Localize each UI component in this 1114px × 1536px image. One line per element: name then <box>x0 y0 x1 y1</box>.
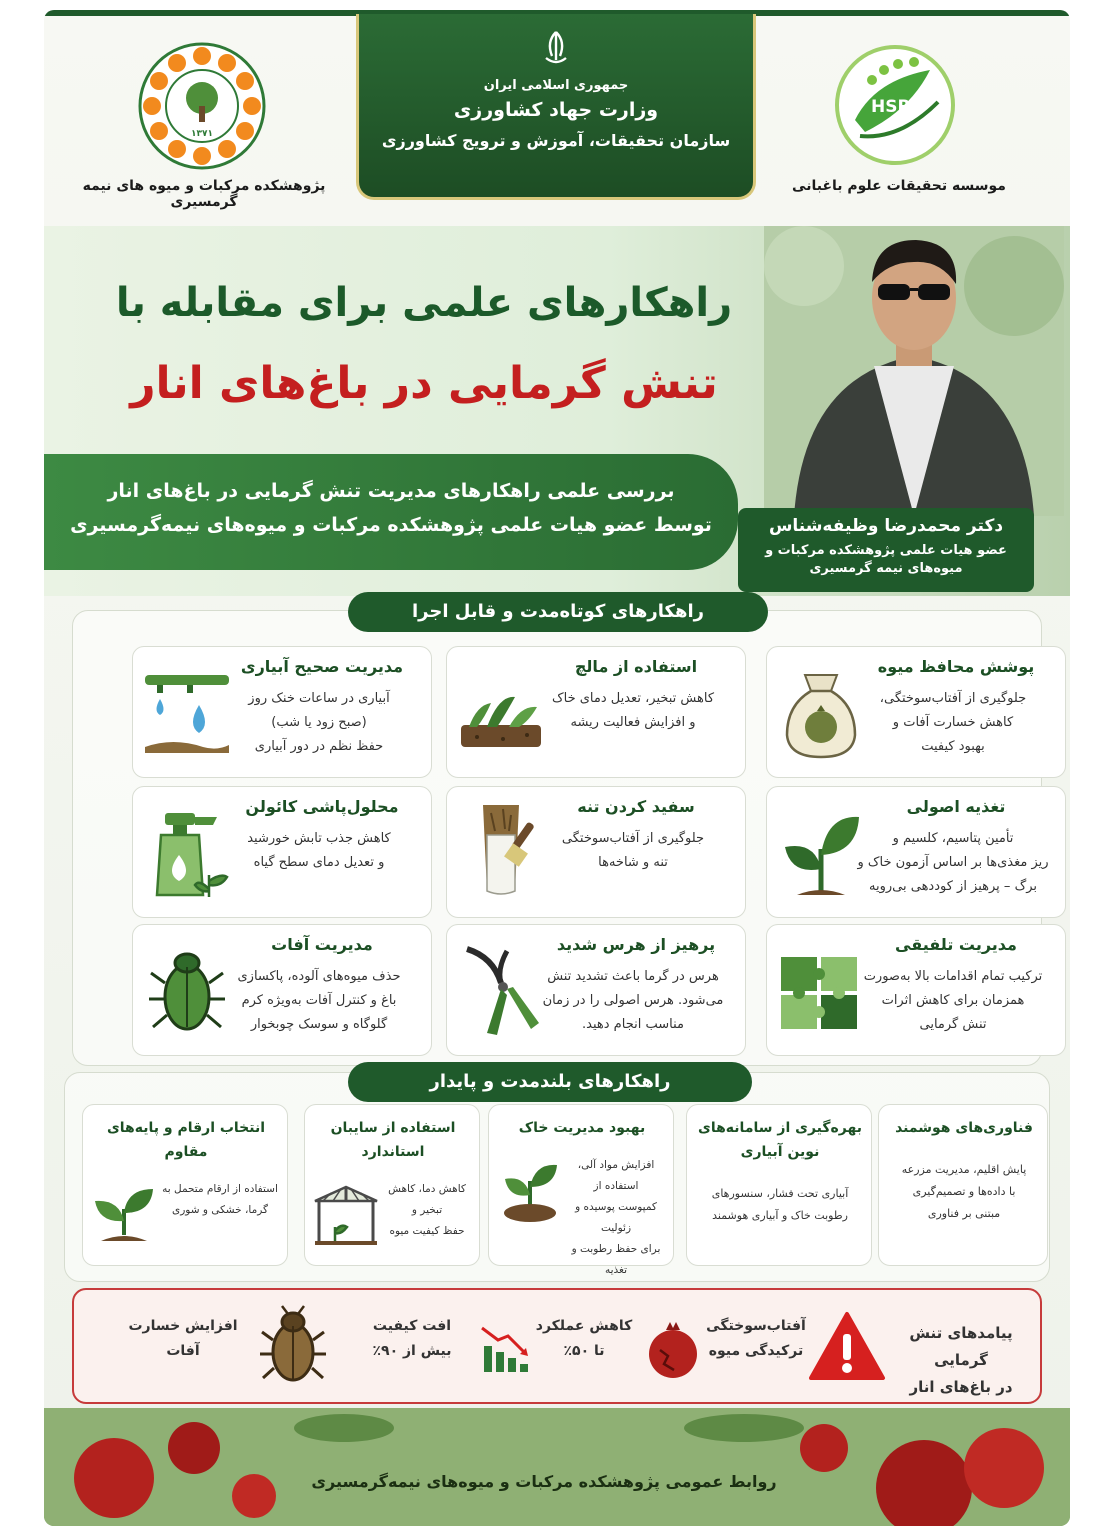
card-description <box>221 687 417 759</box>
long-term-card <box>304 1104 480 1266</box>
long-term-card <box>878 1104 1048 1266</box>
card-description-line: تنش گرمایی <box>919 1017 987 1033</box>
gov-line-3: سازمان تحقیقات، آموزش و ترویج کشاورزی <box>381 131 731 150</box>
card-title: محلول‌پاشی کائولن <box>245 797 399 816</box>
hero-section <box>44 226 1070 596</box>
card-description-line: ترکیب تمام اقدامات بالا به‌صورت <box>863 969 1043 984</box>
gov-line-1: جمهوری اسلامی ایران <box>483 78 629 93</box>
footer-text: روابط عمومی پژوهشکده مرکبات و میوه‌های نیمه‌گرمسیری <box>311 1472 777 1491</box>
card-description <box>535 687 731 735</box>
card-description-line: می‌شود. هرس اصولی را در زمان <box>542 993 724 1009</box>
card-description <box>381 1179 473 1242</box>
short-term-card <box>132 646 432 778</box>
warning-icon <box>808 1310 886 1382</box>
card-description-line: همزمان برای کاهش اثرات <box>881 993 1025 1009</box>
short-term-title: راهکارهای کوتاه‌مدت و قابل اجرا <box>348 592 768 632</box>
card-description-line: گرما، خشکی و شوری <box>171 1204 268 1216</box>
card-title: پرهیز از هرس شدید <box>556 935 716 954</box>
consequence-item-yield <box>526 1314 642 1364</box>
consequences-title-line-2: در باغ‌های انار <box>909 1378 1013 1396</box>
long-term-card <box>82 1104 288 1266</box>
card-title: پوشش محافظ میوه <box>877 657 1035 676</box>
card-title-line: بهره‌گیری از سامانه‌های <box>698 1120 862 1136</box>
card-title <box>89 1117 283 1165</box>
card-description-line: و افزایش فعالیت ریشه <box>570 715 696 731</box>
card-title <box>693 1117 867 1165</box>
title-line-1: راهکارهای علمی برای مقابله با <box>115 280 733 326</box>
card-description-line: ریز مغذی‌ها بر اساس آزمون خاک و <box>857 855 1049 871</box>
card-description-line: باغ و کنترل آفات به‌ویژه کرم <box>241 993 397 1009</box>
citrus-logo-year: ۱۳۷۱ <box>191 129 213 139</box>
consequences-title <box>886 1320 1036 1401</box>
beetle-icon <box>258 1304 328 1388</box>
card-title: مدیریت آفات <box>271 935 373 954</box>
card-description-line: بهبود کیفیت <box>921 739 985 755</box>
card-title: تغذیه اصولی <box>906 797 1006 816</box>
card-description-line: حفظ نظم در دور آبیاری <box>254 739 384 755</box>
card-description <box>535 965 731 1037</box>
card-description-line: کاهش جذب تابش خورشید <box>247 831 391 846</box>
spray-bottle-icon <box>143 805 231 901</box>
short-term-card <box>446 646 746 778</box>
card-description-line: کاهش خسارت آفات و <box>892 715 1014 731</box>
card-title-line: بهبود مدیریت خاک <box>518 1120 646 1136</box>
subtitle-line-2: توسط عضو هیات علمی پژوهشکده مرکبات و میوه‌های نیمه‌گرمسیری <box>70 514 712 536</box>
card-title-line: انتخاب ارقام و پایه‌های <box>106 1120 266 1136</box>
card-description-line: آبیاری تحت فشار، سنسورهای <box>711 1187 849 1200</box>
consequences-title-line-1: پیامدهای تنش گرمایی <box>909 1324 1013 1369</box>
hsri-logo-text: HSRI <box>871 97 917 117</box>
card-description <box>221 827 417 875</box>
consequence-line: افزایش خسارت <box>128 1318 238 1334</box>
card-description-line: افزایش مواد آلی، استفاده از <box>577 1159 655 1192</box>
card-description-line: و تعدیل دمای سطح گیاه <box>253 855 385 871</box>
card-description <box>535 827 731 875</box>
trunk-brush-icon <box>457 805 545 901</box>
consequence-item-pests <box>118 1314 248 1364</box>
card-description-line: جلوگیری از آفتاب‌سوختگی <box>561 831 705 846</box>
consequence-line: افت کیفیت <box>372 1318 452 1334</box>
fruit-bag-icon <box>777 665 865 761</box>
pruning-shears-icon <box>457 943 545 1039</box>
short-term-card <box>132 924 432 1056</box>
decline-chart-icon <box>478 1320 534 1376</box>
card-description-line: تنه و شاخه‌ها <box>598 855 668 871</box>
card-description <box>565 1155 667 1281</box>
mulch-icon <box>457 665 545 761</box>
card-description-line: رطوبت خاک و آبیاری هوشمند <box>712 1209 848 1222</box>
pomegranate-orchard-image <box>44 1408 1070 1526</box>
card-title-line: استاندارد <box>361 1143 425 1160</box>
card-description-line: حفظ کیفیت میوه <box>389 1225 465 1237</box>
consequences-panel <box>72 1288 1042 1404</box>
consequence-item-sunburn <box>700 1314 812 1364</box>
long-term-card <box>488 1104 674 1276</box>
researcher-name: دکتر محمدرضا وظیفه‌شناس <box>768 516 1004 536</box>
card-description <box>693 1183 867 1227</box>
short-term-card <box>446 924 746 1056</box>
card-description-line: پایش اقلیم، مدیریت مزرعه <box>901 1163 1027 1176</box>
drip-irrigation-icon <box>143 665 231 761</box>
hsri-caption: موسسه تحقیقات علوم باغبانی <box>792 178 1006 194</box>
sprout-icon <box>777 805 865 901</box>
subtitle-banner <box>44 454 738 570</box>
title-line-2: تنش گرمایی در باغ‌های انار <box>130 358 718 409</box>
card-description-line: برگ – پرهیز از کوددهی بی‌رویه <box>869 879 1037 895</box>
short-term-card <box>766 786 1066 918</box>
card-description-line: (صبح زود یا شب) <box>271 715 367 731</box>
short-term-card <box>132 786 432 918</box>
consequence-line: آفات <box>166 1343 200 1360</box>
long-term-title: راهکارهای بلندمدت و پایدار <box>348 1062 752 1102</box>
card-description-line: کمپوست پوسیده و زئولیت <box>575 1201 657 1234</box>
researcher-namebox <box>738 508 1034 592</box>
card-description-line: مبتنی بر فناوری <box>927 1207 1001 1220</box>
card-description-line: تأمین پتاسیم، کلسیم و <box>892 831 1014 846</box>
gov-line-2: وزارت جهاد کشاورزی <box>453 99 659 121</box>
card-title <box>885 1117 1043 1141</box>
consequence-item-quality <box>356 1314 468 1364</box>
card-description <box>855 965 1051 1037</box>
seedling-icon <box>89 1179 159 1249</box>
card-description-line: گلوگاه و سوسک چوبخوار <box>250 1017 388 1033</box>
researcher-role <box>738 542 1034 577</box>
card-description <box>221 965 417 1037</box>
consequence-line: آفتاب‌سوختگی <box>706 1318 806 1334</box>
infographic-frame <box>44 10 1070 1526</box>
beetle-icon <box>143 943 231 1039</box>
card-description <box>159 1179 281 1221</box>
short-term-card <box>446 786 746 918</box>
consequence-line: بیش از ۹۰٪ <box>372 1343 452 1360</box>
long-term-card <box>686 1104 872 1266</box>
consequence-line: ترکیدگی میوه <box>708 1343 804 1360</box>
cracked-pomegranate-icon <box>644 1320 702 1380</box>
card-description <box>885 1159 1043 1225</box>
researcher-photo <box>764 226 1064 516</box>
researcher-role-line-2: میوه‌های نیمه گرمسیری <box>809 560 963 576</box>
consequence-line: کاهش عملکرد <box>535 1318 633 1334</box>
card-title-line: نوین آبیاری <box>740 1143 820 1160</box>
card-title: استفاده از مالچ <box>574 657 698 676</box>
card-description <box>855 687 1051 759</box>
card-title <box>495 1117 669 1141</box>
citrus-center-logo <box>136 40 268 172</box>
card-description-line: حذف میوه‌های آلوده، پاکسازی <box>237 969 401 984</box>
short-term-card <box>766 646 1066 778</box>
card-title <box>311 1117 475 1165</box>
short-term-card <box>766 924 1066 1056</box>
subtitle-line-1: بررسی علمی راهکارهای مدیریت تنش گرمایی در باغ‌های انار <box>107 480 675 502</box>
card-title: مدیریت تلفیقی <box>895 935 1017 954</box>
citrus-center-caption: پژوهشکده مرکبات و میوه های نیمه گرمسیری <box>82 178 326 210</box>
consequence-line: تا ۵۰٪ <box>563 1343 605 1360</box>
iran-emblem-icon <box>536 28 576 68</box>
footer-banner <box>44 1408 1070 1526</box>
card-title-line: فناوری‌های هوشمند <box>895 1120 1033 1136</box>
card-description-line: جلوگیری از آفتاب‌سوختگی، <box>879 691 1027 706</box>
card-description-line: آبیاری در ساعات خنک روز <box>248 691 390 706</box>
seedling-soil-icon <box>495 1155 565 1225</box>
researcher-role-line-1: عضو هیات علمی پژوهشکده مرکبات و <box>765 543 1007 558</box>
card-title-line: استفاده از سایبان <box>330 1120 456 1136</box>
card-description-line: مناسب انجام دهید. <box>582 1017 684 1033</box>
card-description-line: با داده‌ها و تصمیم‌گیری <box>912 1185 1016 1198</box>
puzzle-icon <box>777 943 865 1039</box>
card-description-line: کاهش تبخیر، تعدیل دمای خاک <box>551 691 715 706</box>
ministry-header <box>356 14 756 200</box>
hsri-logo <box>830 40 960 170</box>
card-description-line: استفاده از ارقام متحمل به <box>162 1183 278 1195</box>
card-title: سفید کردن تنه <box>577 797 695 816</box>
card-description-line: برای حفظ رطوبت و تغذیه <box>571 1243 661 1276</box>
card-title-line: مقاوم <box>164 1143 208 1160</box>
card-description <box>855 827 1051 899</box>
shade-net-icon <box>311 1179 381 1249</box>
card-description-line: کاهش دما، کاهش تبخیر و <box>388 1183 466 1216</box>
card-description-line: هرس در گرما باعث تشدید تنش <box>547 969 719 984</box>
card-title: مدیریت صحیح آبیاری <box>240 657 404 676</box>
